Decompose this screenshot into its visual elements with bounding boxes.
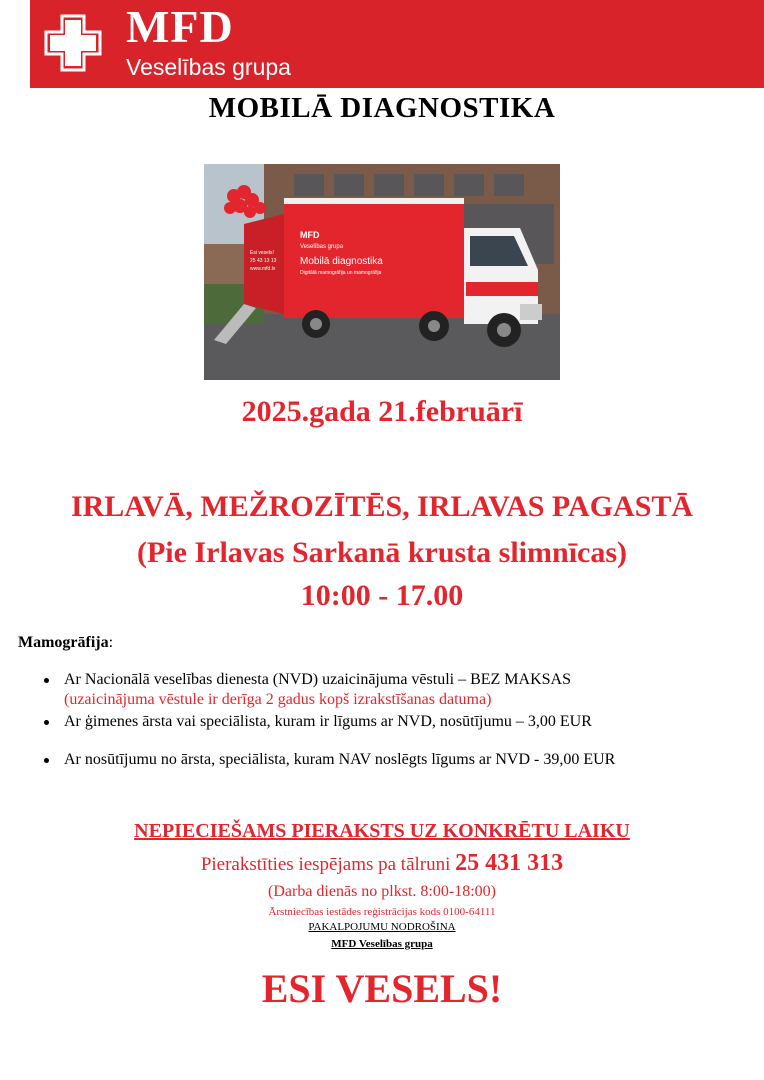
- event-date: 2025.gada 21.februārī: [241, 395, 523, 428]
- event-location-detail: (Pie Irlavas Sarkanā krusta slimnīcas): [136, 536, 628, 569]
- price-item: [40, 670, 740, 710]
- truck-side-text: Mobilā diagnostika: [300, 256, 383, 267]
- brand-title: MFD: [126, 1, 234, 52]
- price-item: [40, 750, 740, 770]
- truck-brand-sub: Veselības grupa: [300, 244, 344, 250]
- booking-phone-prefix: Pierakstīties iespējams pa tālruni: [200, 854, 451, 875]
- event-location: IRLAVĀ, MEŽROZĪTĒS, IRLAVAS PAGASTĀ: [70, 490, 694, 523]
- booking-required: NEPIECIEŠAMS PIERAKSTS UZ KONKRĒTU LAIKU: [134, 820, 630, 842]
- price-item-text: Ar Nacionālā veselības dienesta (NVD) uzaicinājuma vēstuli – BEZ MAKSAS: [64, 671, 571, 688]
- slogan: ESI VESELS!: [261, 966, 503, 1011]
- price-item-text: Ar ģimenes ārsta vai speciālista, kuram ir līgums ar NVD, nosūtījumu – 3,00 EUR: [64, 713, 592, 730]
- price-item-text: Ar nosūtījumu no ārsta, speciālista, kuram NAV noslēgts līgums ar NVD - 39,00 EUR: [64, 751, 616, 768]
- booking-phone-number[interactable]: 25 431 313: [455, 850, 564, 876]
- truck-brand: MFD: [300, 230, 320, 240]
- brand-subtitle: Veselības grupa: [126, 54, 291, 80]
- provided-by-label: PAKALPOJUMU NODROŠINA: [308, 921, 456, 933]
- service-label-suffix: :: [108, 634, 114, 651]
- truck-panel-phone: 25 43 13 13: [250, 258, 277, 264]
- event-hours: 10:00 - 17.00: [300, 579, 464, 612]
- booking-phone-line: [0, 850, 764, 877]
- truck-panel-web: www.mfd.lv: [250, 266, 276, 272]
- truck-photo: [204, 164, 560, 380]
- service-label: [18, 634, 113, 652]
- mobile-diagnostics-truck-image: [204, 164, 560, 380]
- truck-side-sub: Digitālā mamogrāfija un mamogrāfija: [300, 270, 382, 276]
- registration-code: Ārstniecības iestādes reģistrācijas kods 0100-64111: [268, 906, 496, 918]
- brand-header: [30, 0, 764, 88]
- truck-panel-text: Esi vesels!: [250, 250, 274, 256]
- mfd-cross-logo-icon: [40, 10, 106, 76]
- provider-name: MFD Veselības grupa: [331, 938, 433, 950]
- page-title: MOBILĀ DIAGNOSTIKA: [208, 92, 556, 124]
- price-item-note: (uzaicinājuma vēstule ir derīga 2 gadus kopš izrakstīšanas datuma): [64, 691, 492, 708]
- service-name: Mamogrāfija: [18, 634, 109, 651]
- price-item: [40, 712, 740, 732]
- booking-work-hours: (Darba dienās no plkst. 8:00-18:00): [268, 883, 496, 900]
- price-list: [40, 670, 740, 770]
